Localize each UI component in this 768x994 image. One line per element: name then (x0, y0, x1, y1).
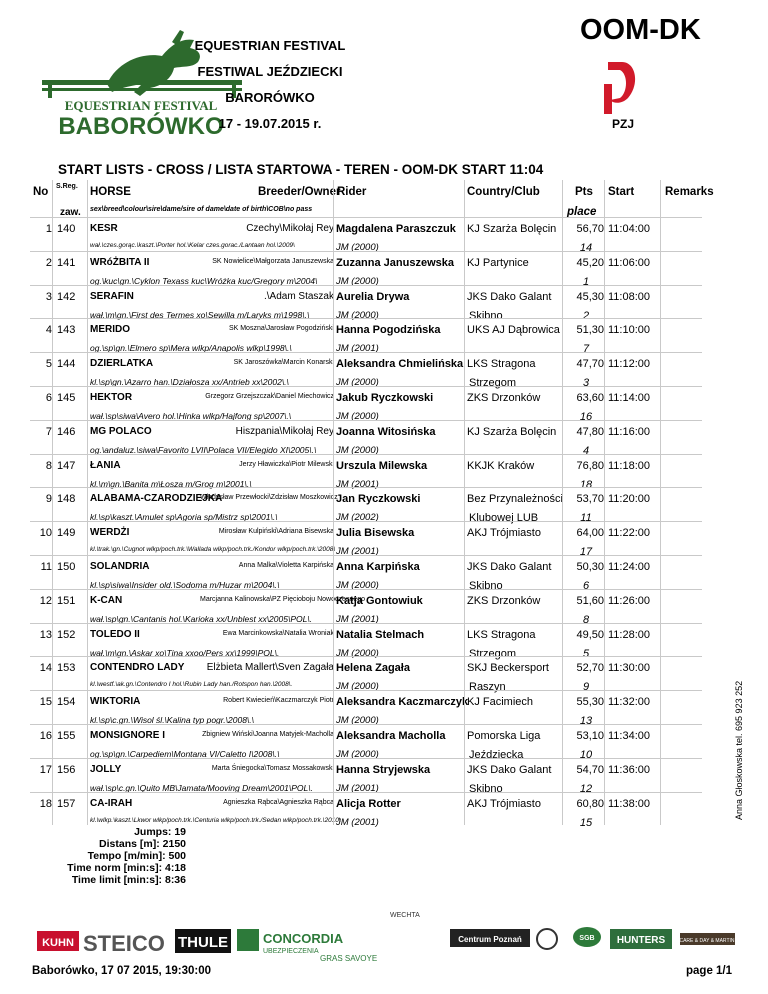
entry-start-time: 11:22:00 (608, 527, 651, 540)
row-divider (30, 521, 702, 522)
entry-pedigree: kl.\sp\siwa\Insider old.\Sodoma m/Huzar m\2004\.\ (90, 580, 280, 590)
entry-pts: 45,20 (576, 256, 604, 269)
entry-start-no: 143 (57, 324, 76, 337)
entry-pedigree: wał.\m\gn.\First des Termes xo\Sewilla m/Laryks m\1998\.\ (90, 309, 310, 320)
row-divider (30, 555, 702, 556)
entry-rider: Joanna Witosińska (336, 425, 436, 438)
entry-year: JM (2000) (336, 242, 379, 253)
entry-pts: 60,80 (576, 797, 604, 810)
entry-no: 17 (39, 763, 52, 776)
entry-start-time: 11:36:00 (608, 763, 651, 776)
entry-breeder-owner: Mirosław Kulpiński\Adriana Bisewska (218, 528, 334, 536)
sponsor-gras-savoye-logo: GRAS SAVOYE (320, 954, 378, 963)
stat-tempo: Tempo [m/min]: 500 (87, 850, 186, 862)
entry-rider: Aleksandra Chmielińska (336, 358, 464, 371)
entry-horse: MERIDO (90, 324, 130, 336)
entry-pts: 47,80 (576, 425, 604, 438)
entry-breeder-owner: Zbigniew Wiński\Joanna Matyjek-Macholla (202, 731, 334, 738)
column-rule (604, 180, 605, 825)
entry-breeder-owner: SK Nowielice\Małgorzata Januszewska (212, 257, 334, 265)
entry-place: 5 (582, 647, 590, 660)
entry-city: Jeździecka (469, 749, 524, 761)
entry-no: 13 (39, 628, 52, 641)
sponsor-wechta-logo: WECHTA (390, 912, 420, 919)
entry-no: 1 (45, 223, 52, 235)
entry-pts: 50,30 (576, 561, 604, 573)
entry-place: 2 (582, 309, 590, 322)
entry-horse: ŁANIA (90, 459, 121, 471)
svg-text:SGB: SGB (579, 935, 595, 942)
entry-pedigree: wał.\sp\gn.\Cantanis hol.\Karioka xx/Unblest xx\2005\POL\. (90, 613, 313, 624)
entry-horse: CONTENDRO LADY (90, 662, 185, 674)
row-divider (30, 318, 702, 319)
col-country-club: Country/Club (467, 186, 540, 198)
entry-club: AKJ Trójmiasto (467, 527, 541, 540)
entry-rider: Helena Zagała (336, 662, 410, 675)
entry-horse: DZIERLATKA (90, 358, 154, 370)
entry-club: AKJ Trójmiasto (467, 797, 541, 810)
entry-start-time: 11:20:00 (608, 493, 651, 506)
entry-pedigree: og.\kuc\gn.\Cyklon Texass kuc\Wróżka kuc/Gregory m\2004\ (90, 275, 318, 286)
entry-place: 3 (582, 377, 590, 390)
entry-start-time: 11:10:00 (608, 324, 651, 337)
entry-start-time: 11:38:00 (608, 797, 651, 810)
entry-breeder-owner: Czechy\Mikołaj Rey (246, 223, 334, 234)
entry-breeder-owner: Agnieszka Rąbca\Agnieszka Rąbca (223, 798, 334, 806)
entry-breeder-owner: Marcjanna Kalinowska\PZ Pięcioboju Nowoczesnego (200, 595, 365, 603)
entry-no: 2 (45, 256, 52, 269)
col-start: Start (608, 186, 635, 198)
entry-club: Bez Przynależności (467, 493, 563, 506)
svg-text:CONCORDIA: CONCORDIA (263, 931, 344, 946)
entry-start-no: 157 (57, 797, 76, 810)
row-divider (30, 589, 702, 590)
svg-text:Centrum Poznań: Centrum Poznań (458, 935, 522, 944)
col-zaw: zaw. (60, 207, 81, 218)
entry-year: JM (2000) (336, 377, 379, 389)
entry-pedigree: kl.\sp\c.gn.\Wisol śl.\Kalina typ pogr.\2008\.\ (90, 715, 255, 726)
entry-rider: Hanna Pogodzińska (336, 324, 441, 337)
entry-club: LKS Stragona (467, 628, 536, 641)
entry-club: JKS Dako Galant (467, 561, 552, 573)
entry-place: 7 (582, 343, 590, 356)
entry-no: 14 (39, 662, 52, 675)
entry-breeder-owner: Ewa Marcinkowska\Natalia Wroniak (222, 629, 334, 637)
entry-breeder-owner: .\Adam Staszak (263, 290, 334, 302)
row-divider (30, 623, 702, 624)
entry-no: 12 (39, 594, 52, 607)
entry-pedigree: wał.\sp\siwa\Avero hol.\Hinka wlkp/Hajfong sp\2007\.\ (90, 411, 292, 421)
entry-pedigree: kl.\trak.\gn.\Cugnot wlkp/poch.trk.\Wallada wlkp/poch.trk./Kondor wlkp/poch.trk.\2008\ (90, 546, 336, 554)
entry-year: JM (2001) (336, 613, 379, 625)
entry-start-no: 141 (57, 256, 76, 269)
entry-year: JM (2001) (336, 478, 379, 490)
sponsor-sgb-logo (573, 927, 601, 947)
entry-start-no: 147 (57, 459, 76, 472)
entry-no: 11 (40, 561, 52, 573)
entry-city: Raszyn (469, 681, 506, 694)
column-rule (562, 180, 563, 825)
entry-no: 8 (45, 459, 52, 472)
entry-horse: TOLEDO II (90, 628, 140, 640)
entry-horse: WERDŻI (90, 527, 130, 539)
entry-pedigree: wał.\czes.gorąc.\kaszt.\Porter hol.\Kelar czes.gorac./Lantaan hol.\2009\ (90, 242, 295, 249)
entry-start-time: 11:16:00 (608, 425, 651, 438)
entry-start-time: 11:18:00 (608, 459, 651, 472)
entry-no: 16 (39, 730, 52, 742)
row-divider (30, 724, 702, 725)
entry-place: 9 (582, 681, 590, 694)
entry-horse: HEKTOR (90, 392, 133, 403)
col-breeder-owner: Breeder/Owner (258, 186, 341, 198)
entry-pedigree: wał.\sp\c.gn.\Quito MB\Jamata/Mooving Dream\2001\POL\. (90, 782, 313, 793)
entry-year: JM (2000) (336, 275, 379, 287)
entry-breeder-owner: Anna Malka\Violetta Karpińska (238, 562, 334, 569)
entry-rider: Alicja Rotter (336, 797, 401, 810)
entry-breeder-owner: SK Moszna\Jarosław Pogodziński (228, 325, 334, 333)
entry-horse: MONSIGNORE I (90, 730, 166, 741)
col-pts: Pts (575, 186, 593, 198)
header-line-3: BARORÓWKO (225, 90, 315, 105)
entry-start-time: 11:34:00 (608, 730, 651, 742)
entry-start-no: 151 (57, 594, 76, 607)
row-divider (30, 487, 702, 488)
entry-city: Skibno (469, 580, 503, 592)
entry-place: 11 (580, 512, 592, 525)
entry-club: KJ Szarża Bolęcin (467, 223, 557, 235)
entry-start-no: 149 (57, 527, 76, 540)
entry-horse: KESR (90, 223, 118, 234)
entry-pedigree: og.\sp\gn.\Elmero sp\Mera wlkp/Anapolis wlkp\1998\.\ (90, 343, 292, 354)
entry-pts: 52,70 (576, 662, 604, 675)
entry-pedigree: kl.\wlkp.\kaszt.\Lkwor wlkp/poch.trk.\Centuria wlkp/poch.trk./Sedan wlkp/poch.trk.\2010\ (90, 816, 341, 824)
entry-year: JM (2000) (336, 444, 379, 456)
entry-start-no: 154 (57, 696, 76, 709)
entry-horse: WRóŻBITA II (90, 256, 150, 268)
entry-pedigree: kl.\m\gn.\Banita m\Łosza m/Grog m\2001\.\ (90, 478, 252, 489)
entry-horse: SOLANDRIA (90, 561, 150, 572)
entry-start-no: 152 (57, 628, 76, 641)
entry-pedigree: og.\andaluz.\siwa\Favorito LVII\Polaca VII/Elegido XI\2005\.\ (90, 444, 317, 455)
entry-rider: Aleksandra Macholla (336, 730, 446, 742)
entry-start-no: 142 (57, 290, 76, 303)
entry-place: 14 (579, 242, 593, 254)
entry-club: KJ Szarża Bolęcin (467, 425, 557, 438)
sponsor-kuhn-logo (37, 931, 79, 951)
entry-start-no: 145 (57, 392, 76, 404)
sponsor-centrum-poznan-logo (450, 929, 530, 947)
entry-start-no: 155 (57, 730, 76, 742)
logo-line1: EQUESTRIAN FESTIVAL (64, 98, 218, 113)
row-divider (30, 420, 702, 421)
entry-start-time: 11:24:00 (608, 561, 651, 573)
entry-breeder-owner: Hiszpania\Mikołaj Rey (235, 425, 334, 437)
header-line-2: FESTIWAL JEŹDZIECKI (197, 64, 343, 79)
entry-city: Strzegom (469, 647, 517, 660)
entry-year: JM (2001) (336, 816, 379, 828)
entry-no: 3 (45, 290, 52, 303)
entry-rider: Katja Gontowiuk (336, 594, 423, 607)
entry-start-time: 11:06:00 (608, 256, 651, 269)
entry-start-time: 11:04:00 (608, 223, 651, 235)
entry-year: JM (2001) (336, 546, 379, 558)
entry-club: SKJ Beckersport (467, 662, 549, 675)
entry-place: 6 (582, 580, 590, 592)
entry-horse: ALABAMA-CZARODZIEJKA (90, 493, 223, 505)
entry-year: JM (2000) (336, 715, 379, 727)
entry-place: 18 (579, 478, 593, 491)
row-divider (30, 251, 702, 252)
row-divider (30, 386, 702, 387)
entry-no: 5 (45, 358, 52, 371)
entry-pts: 49,50 (576, 628, 604, 641)
col-remarks: Remarks (665, 186, 714, 198)
entry-club: JKS Dako Galant (467, 290, 552, 303)
col-pedigree: sex\breed\colour\sire\dame/sire of dame\date of birth\COB\no pass (90, 206, 313, 213)
entry-breeder-owner: Jerzy Hławiczka\Piotr Milewski (239, 460, 334, 468)
entry-year: JM (2000) (336, 749, 379, 760)
stat-jumps: Jumps: 19 (134, 826, 186, 838)
entry-start-no: 146 (57, 425, 76, 438)
entry-year: JM (2000) (336, 647, 379, 659)
entry-start-time: 11:08:00 (608, 290, 651, 303)
entry-place: 10 (579, 749, 593, 761)
pzj-logo (598, 54, 648, 134)
entry-club: LKS Stragona (467, 358, 536, 371)
column-rule (333, 180, 334, 825)
entry-place: 4 (582, 444, 590, 457)
entry-club: JKS Dako Galant (467, 763, 552, 776)
entry-horse: SERAFIN (90, 290, 134, 302)
entry-year: JM (2000) (336, 580, 379, 591)
column-rule (660, 180, 661, 825)
sponsor-hunters-logo (610, 929, 672, 949)
entry-horse: JOLLY (90, 763, 122, 775)
entry-city: Klubowej LUB (469, 512, 539, 525)
entry-city: Strzegom (469, 377, 517, 390)
entry-pts: 63,60 (576, 392, 604, 404)
entry-rider: Natalia Stelmach (336, 628, 425, 641)
entry-club: KJ Partynice (467, 256, 529, 269)
entry-breeder-owner: Grzegorz Grzejszczak\Daniel Miechowicz (205, 393, 334, 400)
entry-club: ZKS Drzonków (467, 392, 541, 404)
entry-no: 15 (39, 696, 52, 709)
course-stats (36, 826, 186, 886)
svg-text:CARE & DAY & MARTIN: CARE & DAY & MARTIN (679, 938, 735, 944)
entry-no: 7 (45, 425, 52, 438)
sponsor-thule-logo (175, 929, 231, 953)
entry-club: ZKS Drzonków (467, 594, 541, 607)
sponsor-concordia-logo (237, 929, 344, 955)
svg-text:UBEZPIECZENIA: UBEZPIECZENIA (263, 948, 319, 955)
entry-start-time: 11:26:00 (608, 594, 651, 607)
stat-distance: Distans [m]: 2150 (99, 838, 186, 850)
entry-start-time: 11:30:00 (608, 662, 651, 675)
stat-time-limit: Time limit [min:s]: 8:36 (71, 874, 186, 886)
col-no: No (33, 186, 49, 198)
entry-place: 16 (579, 411, 593, 423)
entry-year: JM (2000) (336, 309, 379, 321)
entry-start-time: 11:12:00 (608, 358, 651, 371)
competition-code: OOM-DK (580, 14, 701, 46)
entry-rider: Aleksandra Kaczmarczyk (336, 696, 469, 709)
entry-club: UKS AJ Dąbrowica (467, 324, 560, 337)
entry-no: 10 (39, 527, 52, 540)
row-divider (30, 758, 702, 759)
entry-start-time: 11:14:00 (608, 392, 651, 404)
entry-rider: Jakub Ryczkowski (336, 392, 434, 404)
entry-pedigree: og.\sp\gn.\Carpediem\Montana VI/Caletto I\2008\.\ (90, 749, 280, 759)
pzj-text: PZJ (611, 117, 635, 131)
row-divider (30, 656, 702, 657)
stat-time-norm: Time norm [min:s]: 4:18 (67, 862, 186, 874)
sponsor-steico-logo: STEICO (83, 931, 165, 956)
entry-pts: 53,70 (576, 493, 604, 506)
entry-pts: 53,10 (576, 730, 604, 742)
entry-place: 12 (579, 782, 593, 795)
row-divider (30, 454, 702, 455)
entry-pedigree: kl.\westf.\ak.gn.\Contendro I hol.\Rubin Lady han./Rotspon han.\2008\. (90, 681, 293, 689)
header-line-4: 17 - 19.07.2015 r. (218, 116, 322, 131)
row-divider (30, 352, 702, 353)
entry-start-no: 144 (57, 358, 76, 371)
entry-horse: WIKTORIA (90, 696, 141, 708)
column-rule (52, 180, 53, 825)
entry-no: 9 (45, 493, 52, 506)
entry-pts: 54,70 (576, 763, 604, 776)
logo-line2: BABORÓWKO (58, 113, 224, 140)
entry-no: 6 (45, 392, 52, 404)
side-contact-note: Anna Głoskowska tel. 695 923 252 (734, 680, 744, 820)
col-rider: Rider (337, 186, 367, 198)
row-divider (30, 690, 702, 691)
entry-year: JM (2002) (336, 512, 379, 524)
entry-year: JM (2001) (336, 343, 379, 355)
entry-start-no: 148 (57, 493, 76, 506)
col-sreg: S.Reg. (56, 183, 78, 190)
entry-city: Skibno (469, 782, 503, 795)
entry-breeder-owner: Marta Śniegocka\Tomasz Mossakowski (211, 764, 334, 772)
entry-start-no: 150 (57, 561, 76, 573)
entry-year: JM (2000) (336, 681, 379, 693)
entry-pts: 47,70 (576, 358, 604, 371)
entry-year: JM (2000) (336, 411, 379, 422)
entry-rider: Julia Bisewska (336, 527, 415, 540)
entry-breeder-owner: SK Jaroszówka\Marcin Konarski (233, 359, 334, 367)
entry-rider: Anna Karpińska (336, 561, 420, 573)
sponsor-vw-logo (537, 929, 557, 949)
entry-start-no: 140 (57, 223, 76, 235)
entry-pedigree: wał.\m\gn.\Askar xo\Tina xxoo/Pers xx\1999\POL\. (90, 647, 280, 658)
col-horse: HORSE (90, 186, 131, 198)
pzj-mark-icon (604, 62, 635, 114)
col-place: place (567, 206, 597, 218)
entry-club: KKJK Kraków (467, 459, 535, 472)
row-divider (30, 217, 702, 218)
page-number: page 1/1 (686, 965, 733, 977)
entry-rider: Zuzanna Januszewska (336, 256, 454, 269)
entry-pts: 45,30 (576, 290, 604, 303)
footer-date: Baborówko, 17 07 2015, 19:30:00 (32, 965, 211, 977)
entry-start-no: 153 (57, 662, 76, 675)
entry-pts: 76,80 (576, 459, 604, 472)
row-divider (30, 792, 702, 793)
entry-rider: Urszula Milewska (336, 459, 428, 472)
entry-start-time: 11:28:00 (608, 628, 651, 641)
entry-breeder-owner: Robert Kwiecień\Kaczmarczyk Piotr (223, 697, 334, 705)
entry-pts: 56,70 (576, 223, 604, 235)
entry-place: 13 (579, 715, 593, 728)
entry-rider: Aurelia Drywa (336, 290, 410, 303)
entry-no: 4 (45, 324, 52, 337)
entry-pts: 51,30 (576, 324, 604, 337)
section-title: START LISTS - CROSS / LISTA STARTOWA - TEREN - OOM-DK START 11:04 (58, 162, 544, 177)
entry-place: 1 (582, 275, 590, 288)
entry-club: KJ Facimiech (467, 696, 534, 709)
entry-rider: Jan Ryczkowski (336, 493, 421, 506)
entry-no: 18 (39, 797, 52, 810)
svg-text:HUNTERS: HUNTERS (616, 935, 666, 946)
entry-horse: MG POLACO (90, 425, 152, 437)
entry-place: 17 (579, 546, 593, 559)
entry-horse: CA-IRAH (90, 797, 133, 809)
entry-pts: 64,00 (576, 527, 604, 540)
entry-breeder-owner: Elżbieta Mallert\Sven Zagała (206, 662, 334, 674)
entry-year: JM (2001) (336, 782, 379, 794)
entry-city: Skibno (469, 309, 503, 322)
column-rule (87, 180, 88, 825)
header-line-1: EQUESTRIAN FESTIVAL (194, 38, 346, 53)
entry-pedigree: kl.\sp\gn.\Azarro han.\Działosza xx/Antrieb xx\2002\.\ (90, 377, 289, 388)
svg-text:KUHN: KUHN (42, 937, 74, 949)
entry-pts: 55,30 (576, 696, 604, 709)
entry-breeder-owner: Władysław Przewłocki\Zdzisław Moszkowicz (200, 494, 338, 502)
entry-rider: Hanna Stryjewska (336, 763, 431, 776)
entry-pedigree: kl.\sp\kaszt.\Amulet sp\Agoria sp/Mistrz sp\2001\.\ (90, 512, 278, 523)
entry-rider: Magdalena Paraszczuk (336, 223, 456, 235)
entry-club: Pomorska Liga (467, 730, 541, 742)
column-rule (464, 180, 465, 825)
entry-start-time: 11:32:00 (608, 696, 651, 709)
entry-start-no: 156 (57, 763, 76, 776)
sponsor-carr-day-martin-logo (679, 933, 735, 945)
entry-horse: K-CAN (90, 594, 123, 606)
svg-text:THULE: THULE (178, 934, 228, 951)
row-divider (30, 285, 702, 286)
entry-pts: 51,60 (576, 594, 604, 607)
entry-place: 15 (579, 816, 593, 829)
entry-place: 8 (582, 613, 590, 626)
